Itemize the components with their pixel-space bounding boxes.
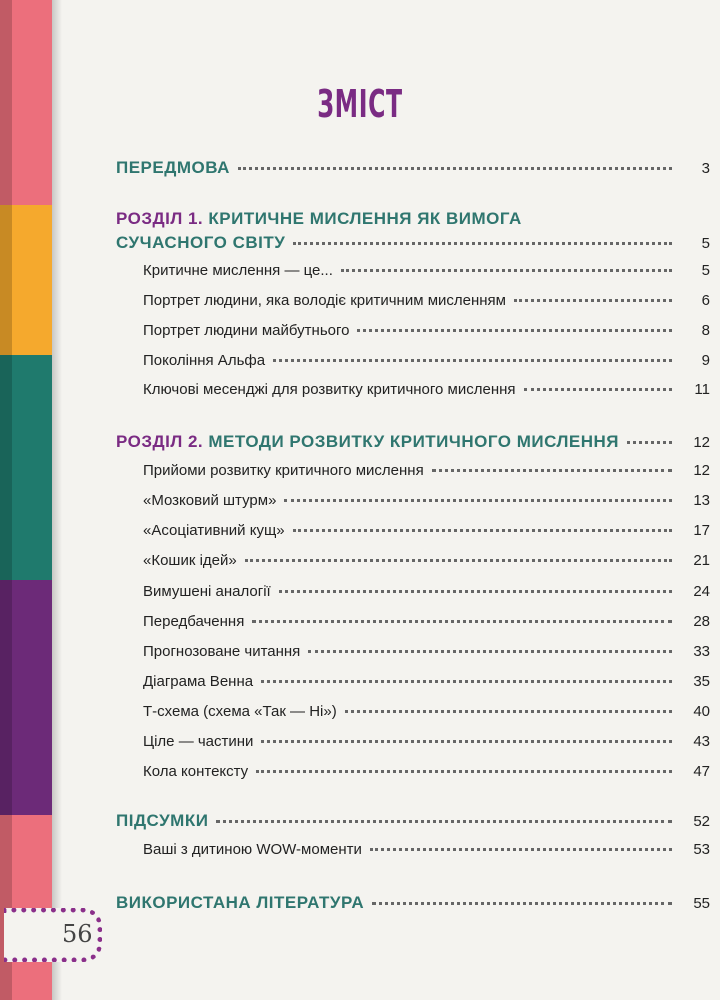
toc-item [0,292,720,309]
dot-leader [514,299,672,302]
toc-page: 35 [693,673,710,690]
dot-leader [308,650,672,653]
dot-leader [279,590,672,593]
toc-item [0,673,720,690]
toc-item [0,552,720,569]
toc-label: Передбачення [143,613,245,630]
toc-label: Покоління Альфа [143,352,266,369]
toc-section1-heading-line1 [0,209,720,229]
dot-leader [261,740,672,743]
page-number: 56 [62,920,93,948]
dot-leader [273,359,672,362]
dot-leader [252,620,672,623]
toc-page: 33 [693,643,710,660]
toc-page: 24 [693,583,710,600]
toc-item [0,352,720,369]
toc-page: 8 [701,322,710,339]
toc-label: Прийоми розвитку критичного мислення [143,462,424,479]
section-title: КРИТИЧНЕ МИСЛЕННЯ ЯК ВИМОГА [208,209,522,228]
dot-leader [341,269,672,272]
dot-leader [284,499,672,502]
toc-page: 12 [693,434,710,451]
toc-item [0,583,720,600]
toc-label: Портрет людини, яка володіє критичним мисленням [143,292,506,309]
toc-page: 47 [693,763,710,780]
section-title-cont: СУЧАСНОГО СВІТУ [116,233,286,252]
toc-label: Вимушені аналогії [143,583,271,600]
toc-page: 3 [701,160,710,177]
section-number: РОЗДІЛ 2. [116,432,204,451]
toc-item [0,643,720,660]
dot-leader [432,469,672,472]
toc-section2-heading [0,432,720,452]
toc-section1-heading-line2 [0,233,720,253]
dot-leader [238,167,672,170]
toc-entry-foreword [0,158,720,178]
section-title: МЕТОДИ РОЗВИТКУ КРИТИЧНОГО МИСЛЕННЯ [208,432,619,451]
toc-item [0,381,720,398]
toc-entry-summary [0,811,720,831]
toc-label: Прогнозоване читання [143,643,301,660]
dot-leader [370,848,672,851]
toc-item [0,613,720,630]
dot-leader [293,242,672,245]
toc-label: ВИКОРИСТАНА ЛІТЕРАТУРА [116,893,365,912]
toc-page: 9 [701,352,710,369]
toc-label: Критичне мислення — це... [143,262,333,279]
toc-label: ПЕРЕДМОВА [116,158,230,177]
dot-leader [627,441,672,444]
toc-label: «Асоціативний кущ» [143,522,285,539]
toc-label: Портрет людини майбутнього [143,322,350,339]
dot-leader [216,820,672,823]
toc-item [0,841,720,858]
toc-label: Ваші з дитиною WOW-моменти [143,841,362,858]
dot-leader [372,902,672,905]
toc-item [0,703,720,720]
toc-label: Ключові месенджі для розвитку критичного мислення [143,381,516,398]
toc-label: Т-схема (схема «Так — Ні») [143,703,337,720]
toc-item [0,522,720,539]
toc-item [0,763,720,780]
toc-page: 17 [693,522,710,539]
section-number: РОЗДІЛ 1. [116,209,204,228]
dot-leader [256,770,672,773]
toc-label: Кола контексту [143,763,249,780]
toc-item [0,262,720,279]
toc-item [0,462,720,479]
toc-page: 53 [693,841,710,858]
toc-page: 52 [693,813,710,830]
toc-page: 12 [693,462,710,479]
toc-label: «Кошик ідей» [143,552,237,569]
toc-label: Ціле — частини [143,733,254,750]
toc-page: 40 [693,703,710,720]
toc-page: 55 [693,895,710,912]
toc-item [0,733,720,750]
toc-page: 6 [701,292,710,309]
dot-leader [357,329,672,332]
dot-leader [293,529,672,532]
toc-label: ПІДСУМКИ [116,811,209,830]
toc-item [0,322,720,339]
toc-page: 5 [701,235,710,252]
toc-item [0,492,720,509]
toc-page: 43 [693,733,710,750]
dot-leader [261,680,672,683]
toc-page: 21 [693,552,710,569]
toc-page: 13 [693,492,710,509]
toc-page: 5 [701,262,710,279]
dot-leader [245,559,672,562]
page-title: ЗМІСТ [317,82,403,126]
toc-label: Діаграма Венна [143,673,254,690]
toc-label: «Мозковий штурм» [143,492,277,509]
dot-leader [345,710,672,713]
dot-leader [524,388,672,391]
toc-page: 28 [693,613,710,630]
toc-entry-literature [0,893,720,913]
toc-page: 11 [694,381,710,398]
